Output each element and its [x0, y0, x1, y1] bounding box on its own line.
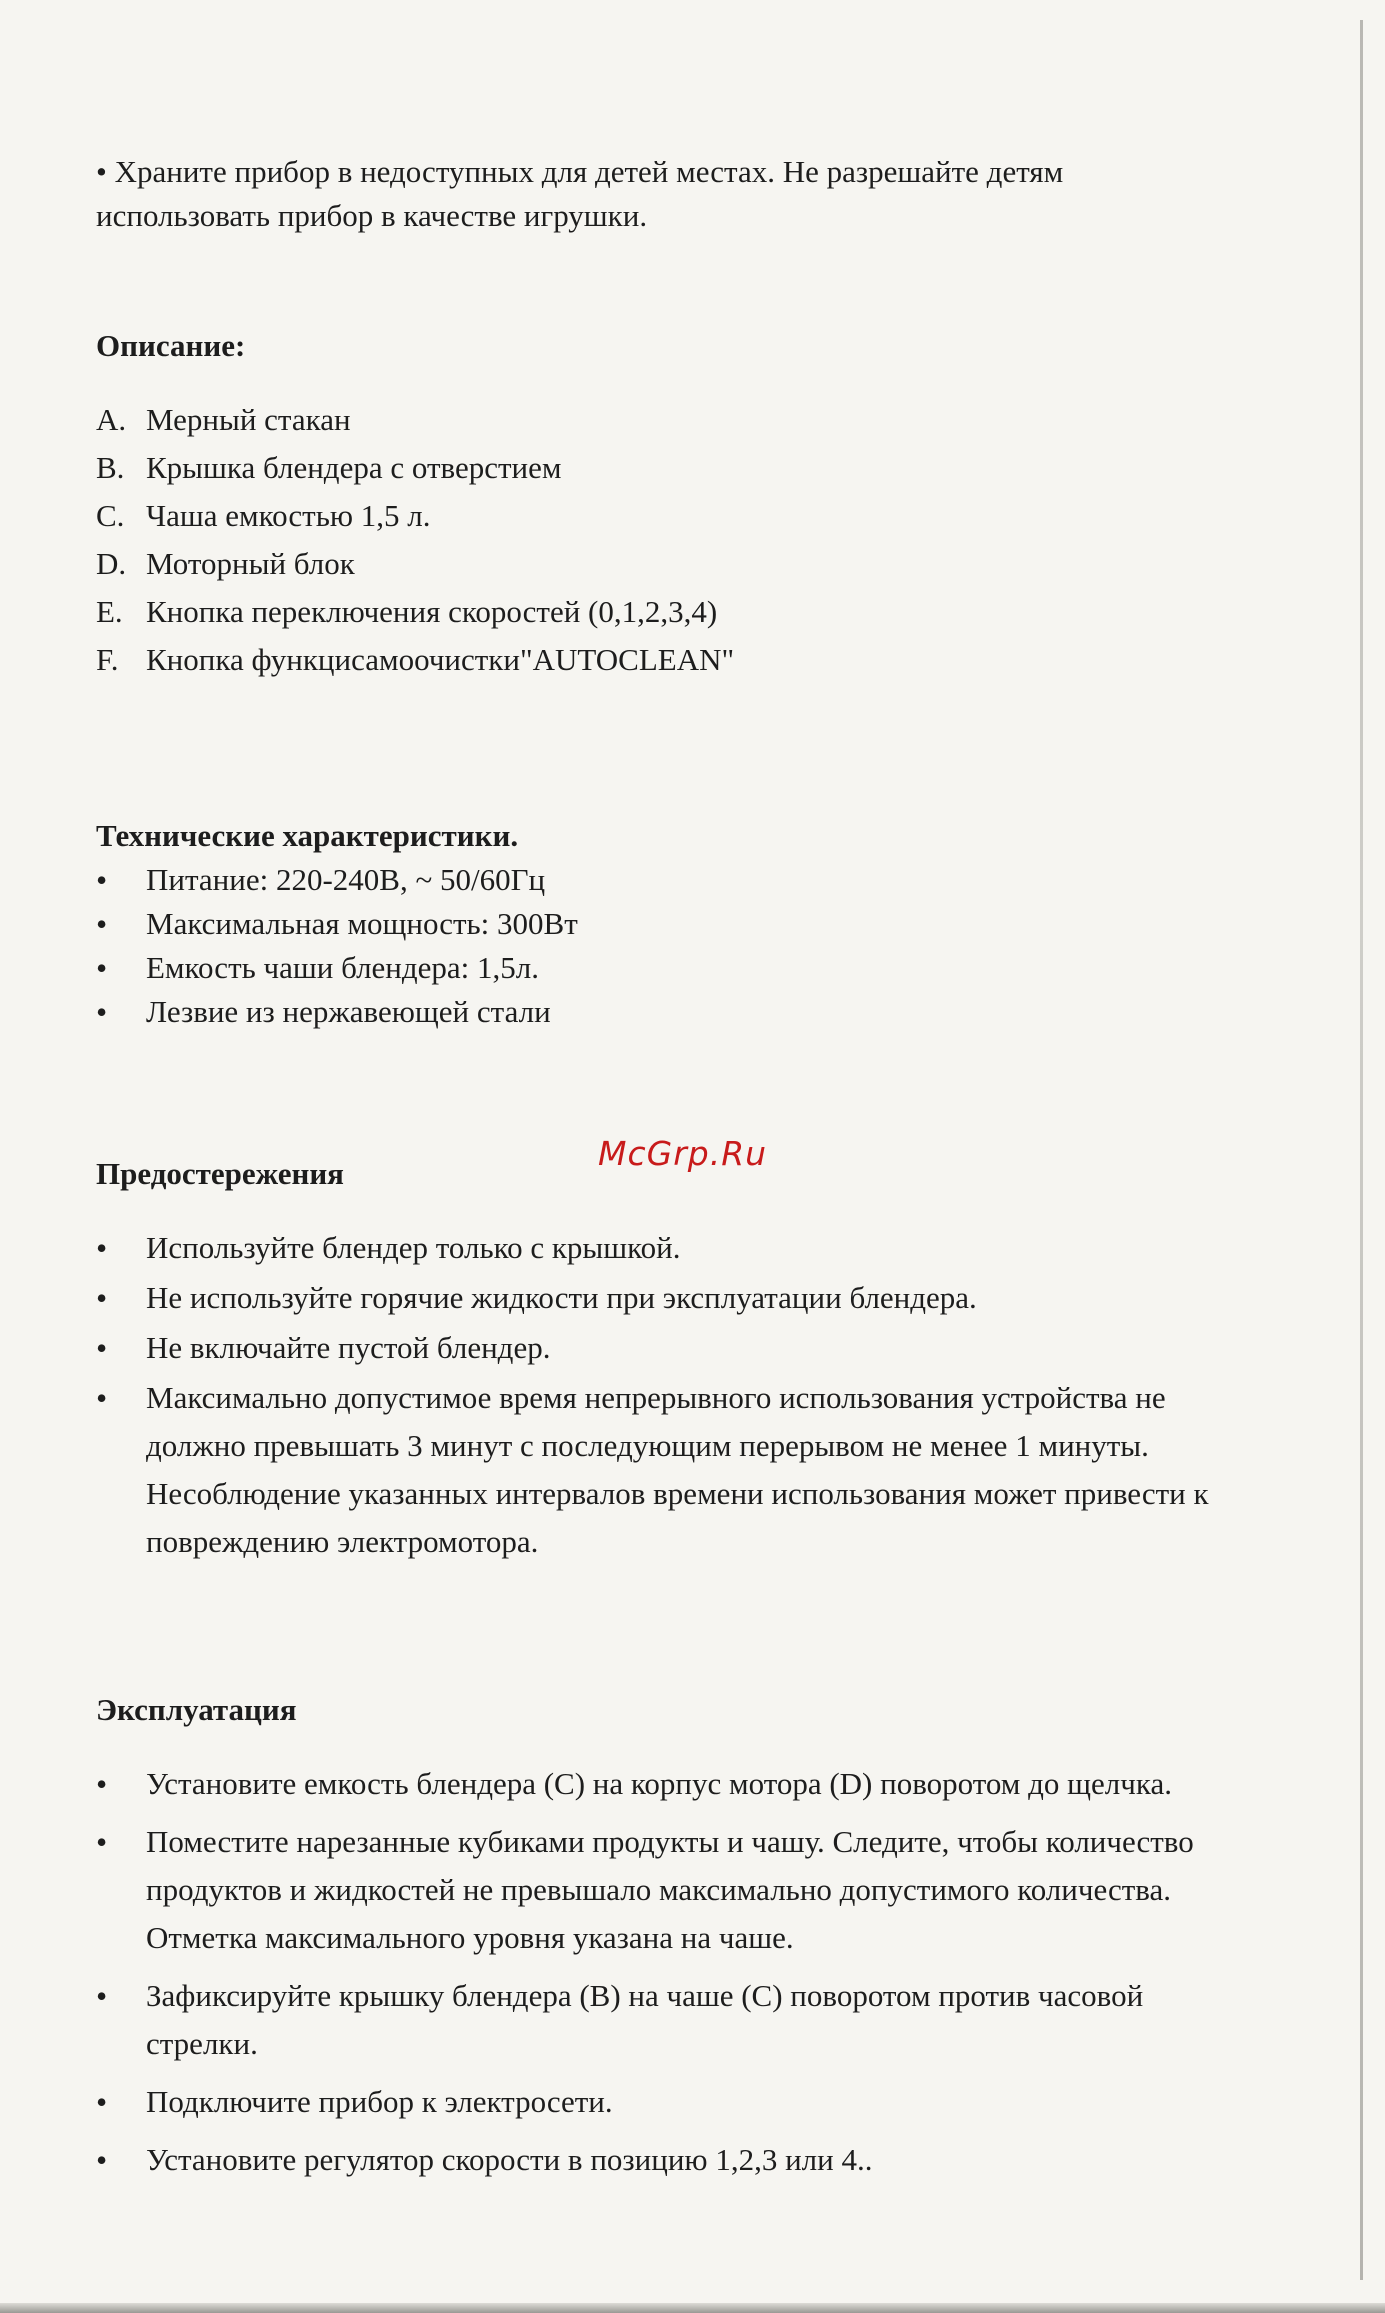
- list-item: [96, 396, 1236, 444]
- intro-paragraph: • Храните прибор в недоступных для детей местах. Не разрешайте детям использовать прибор в качестве игрушки.: [96, 154, 1064, 233]
- precautions-title: Предостережения: [96, 1156, 344, 1191]
- list-item: • Не используйте горячие жидкости при эксплуатации блендера.: [96, 1274, 1236, 1322]
- item-letter: E.: [96, 594, 123, 629]
- item-letter: A.: [96, 402, 127, 437]
- item-letter: C.: [96, 498, 125, 533]
- list-item: [96, 636, 1236, 684]
- page-bottom-edge: [0, 2303, 1385, 2313]
- list-item: [96, 540, 1236, 588]
- list-item: • Поместите нарезанные кубиками продукты и чашу. Следите, чтобы количество продуктов и жидкостей не превышало максимально допустимого количества. Отметка максимального уровня указана на чаше.: [96, 1818, 1236, 1962]
- specs-list: [96, 858, 1236, 1034]
- operation-list: [96, 1760, 1236, 2184]
- list-item: • Установите емкость блендера (С) на корпус мотора (D) поворотом до щелчка.: [96, 1760, 1236, 1808]
- item-text: Чаша емкостью 1,5 л.: [146, 498, 431, 533]
- item-text: Мерный стакан: [146, 402, 351, 437]
- precautions-list: [96, 1224, 1236, 1566]
- item-text: Кнопка переключения скоростей (0,1,2,3,4): [146, 594, 718, 629]
- list-item: [96, 444, 1236, 492]
- list-item: • Подключите прибор к электросети.: [96, 2078, 1236, 2126]
- list-item: • Установите регулятор скорости в позицию 1,2,3 или 4..: [96, 2136, 1236, 2184]
- list-item: • Лезвие из нержавеющей стали: [96, 990, 1236, 1034]
- item-letter: B.: [96, 450, 125, 485]
- specs-section: [96, 814, 1236, 1034]
- specs-title: Технические характеристики.: [96, 818, 519, 853]
- list-item: • Зафиксируйте крышку блендера (В) на чаше (С) поворотом против часовой стрелки.: [96, 1972, 1236, 2068]
- list-item: [96, 492, 1236, 540]
- item-text: Кнопка функцисамоочистки"AUTOCLEAN": [146, 642, 735, 677]
- description-section: [96, 324, 1236, 684]
- list-item: [96, 588, 1236, 636]
- item-text: Моторный блок: [146, 546, 355, 581]
- list-item: • Питание: 220-240В, ~ 50/60Гц: [96, 858, 1236, 902]
- item-letter: F.: [96, 642, 119, 677]
- description-list: [96, 396, 1236, 684]
- list-item: • Емкость чаши блендера: 1,5л.: [96, 946, 1236, 990]
- watermark: McGrp.Ru: [598, 1134, 768, 1173]
- operation-section: [96, 1688, 1236, 2184]
- precautions-section: [96, 1152, 1236, 1566]
- operation-title: Эксплуатация: [96, 1692, 297, 1727]
- item-letter: D.: [96, 546, 127, 581]
- list-item: • Максимальная мощность: 300Вт: [96, 902, 1236, 946]
- page-edge: [1360, 20, 1363, 2280]
- list-item: • Не включайте пустой блендер.: [96, 1324, 1236, 1372]
- list-item: • Используйте блендер только с крышкой.: [96, 1224, 1236, 1272]
- item-text: Крышка блендера с отверстием: [146, 450, 562, 485]
- description-title: Описание:: [96, 328, 246, 363]
- list-item: • Максимально допустимое время непрерывного использования устройства не должно превышать 3 минут с последующим перерывом не менее 1 минуты. Несоблюдение указанных интервалов времени использования может привести к повреждению электромотора.: [96, 1374, 1236, 1566]
